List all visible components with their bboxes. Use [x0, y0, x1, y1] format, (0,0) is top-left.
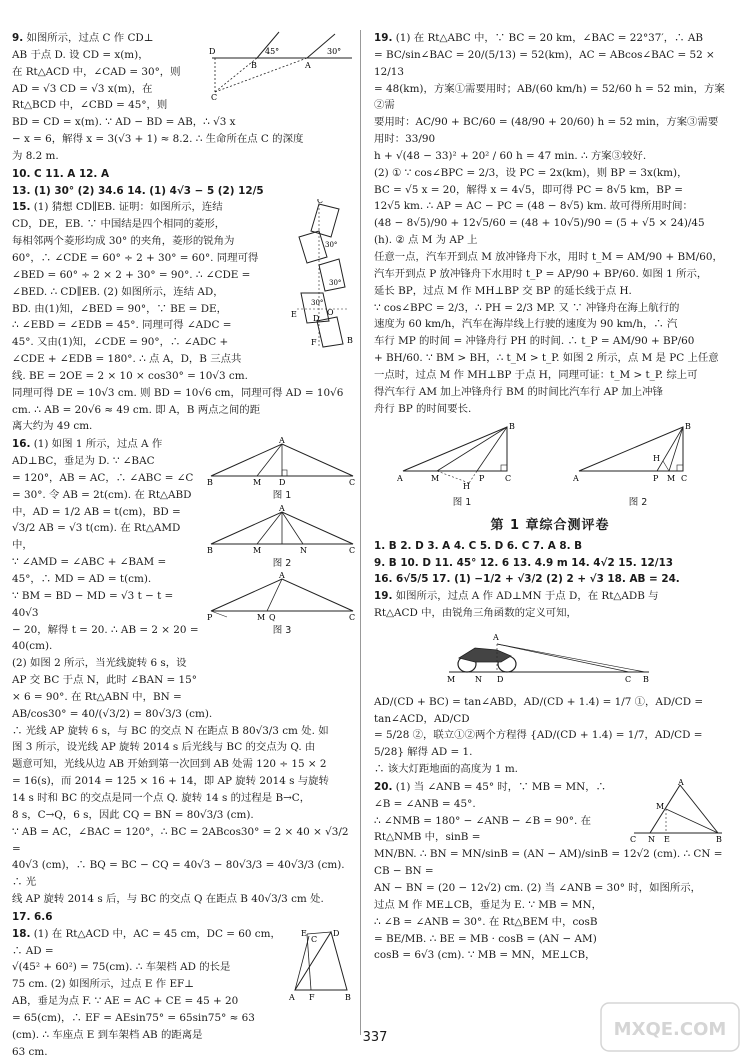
fig16-2-label-c: C — [349, 545, 356, 555]
problem-19-figure-1 — [397, 421, 527, 489]
problem-16-figures — [207, 436, 357, 638]
fig19-1-label-m: M — [431, 474, 440, 484]
problem-19 — [374, 30, 726, 511]
test-problem-20-line: cosB = 6√3 (cm). ∵ MB = MN，ME⊥CB， — [374, 949, 596, 962]
test-problem-19-figure — [445, 624, 655, 686]
fig9-label-b: B — [251, 61, 257, 70]
problem-16-caption-1: 图 1 — [272, 490, 292, 502]
problem-15-line: ∠CDE + ∠EDB = 180°. ∴ 点 A，D，B 三点共 — [12, 353, 242, 366]
problem-16-line: 40(cm). — [12, 640, 53, 653]
problem-16-number: 16. — [12, 438, 31, 451]
fig19-1-label-h: H — [463, 482, 470, 490]
problem-16-line: (1) 如图 1 所示，过点 A 作 AD⊥BC，垂足为 D. ∵ ∠BAC — [12, 438, 163, 468]
problem-15-line: 同理可得 DE = 10√3 cm. 则 BD = 10√6 cm，同理可得 AD = 10√6 — [12, 386, 344, 399]
test-problem-19-figure-wrap — [374, 624, 726, 692]
fig15-label-30c: 30° — [311, 299, 324, 308]
problem-19-line: 车行 MP 的时间 = 冲锋舟行 PH 的时间. ∴ t_P = AM/90 + BP/60 — [374, 335, 695, 348]
problem-16-line: 14 s 时和 BC 的交点是同一个点 Q. 旋转 14 s 的过程是 B→C， — [12, 791, 311, 804]
problem-15-line: cm. ∴ AB = 20√6 ≈ 49 cm. 即 A，B 两点之间的距 — [12, 403, 261, 416]
problem-16-line: AP 交 BC 于点 N，此时 ∠BAN = 15° — [12, 674, 197, 687]
problem-19-line: ∵ cos∠BPC = 2/3，∴ PH = 2/3 MP. 又 ∵ 冲锋舟在海上航行的 — [374, 301, 680, 314]
problem-18-number: 18. — [12, 927, 31, 940]
right-column — [374, 30, 726, 965]
problem-18-line: = 65(cm)，∴ EF = AEsin75° = 65sin75° ≈ 63 — [12, 1011, 255, 1024]
problem-15-line: CD，DE，EB. ∵ 中国结是四个相同的菱形， — [12, 218, 226, 231]
problem-19-figure-2-wrap — [573, 421, 703, 510]
fig16-1-label-d: D — [279, 478, 286, 488]
test-problem-20 — [374, 779, 726, 964]
problem-16-line: 中，AD = 1/2 AB = t(cm)，BD = — [12, 505, 181, 518]
problem-16-line: ∵ ∠AMD = ∠ABC + ∠BAM = — [12, 556, 167, 569]
problem-19-figures — [374, 421, 726, 510]
fig16-3-label-q: Q — [269, 613, 276, 622]
fig18-label-f: F — [309, 992, 315, 1002]
test-problem-20-line: AN − BN = (20 − 12√2) cm. (2) 当 ∠ANB = 30° 时，如图所示， — [374, 882, 702, 895]
problem-16-line: 8 s，C→Q，6 s，因此 CQ = BN = 80√3/3 (cm). — [12, 808, 254, 821]
fig18-label-c: C — [311, 934, 318, 944]
problem-16-line: 图 3 所示，设光线 AP 旋转 2014 s 后光线与 BC 的交点为 Q. 由 — [12, 741, 316, 754]
problem-16-line: √3/2 AB = √3 t(cm). 在 Rt△AMD 中， — [12, 522, 181, 552]
fig15-label-e: E — [291, 310, 297, 320]
problem-18-line: 75 cm. (2) 如图所示，过点 E 作 EF⊥ — [12, 978, 195, 991]
fig19-2-label-c: C — [681, 474, 688, 484]
fig-t19-label-m: M — [447, 674, 456, 684]
problem-15-figure — [289, 199, 357, 349]
problem-16-figure-3 — [207, 571, 357, 623]
problem-19-line: (2) ① ∵ cos∠BPC = 2/3，设 PC = 2x(km)，则 BP = 3x(km)， — [374, 166, 688, 179]
fig19-2-label-h: H — [653, 454, 660, 464]
watermark-text: MXQE.COM — [613, 1019, 727, 1040]
test-problem-19 — [374, 588, 726, 778]
fig16-3-label-p: P — [207, 613, 213, 622]
page-number: 337 — [362, 1030, 388, 1045]
problem-19-line: 得汽车行 AM 加上冲锋舟行 BM 的时间比汽车行 AP 加上冲锋 — [374, 385, 663, 398]
problem-19-line: BC = √5 x = 20，解得 x = 4√5，即可得 PC = 8√5 km，BP = — [374, 183, 683, 196]
problem-16-line: = 120°，AB = AC，∴ ∠ABC = ∠C — [12, 471, 194, 484]
problem-16-line: (2) 如图 2 所示，当光线旋转 6 s，设 — [12, 657, 187, 670]
problem-16-figure-2 — [207, 504, 357, 556]
test-problem-20-line: ∴ ∠NMB = 180° − ∠ANB − ∠B = 90°. 在 Rt△NMB 中，sinB = — [374, 814, 591, 844]
fig9-label-30: 30° — [327, 47, 342, 56]
section-title: 第 1 章综合测评卷 — [490, 517, 610, 533]
problem-9-line: − x = 6，解得 x = 3(√3 + 1) ≈ 8.2. ∴ 生命所在点 C 的深度 — [12, 133, 304, 146]
problem-16-line: 45°，∴ MD = AD = t(cm). — [12, 573, 152, 585]
fig16-1-label-c: C — [349, 478, 356, 488]
fig18-label-d: D — [333, 928, 340, 938]
problem-9-line: AD = √3 CD = √3 x(m)，在 — [12, 82, 153, 95]
fig16-1-label-a: A — [279, 436, 285, 446]
problem-15-line: 45°. 又由(1)知，∠CDE = 90°，∴ ∠ADC + — [12, 336, 229, 349]
problem-18-line: (1) 在 Rt△ACD 中，AC = 45 cm，DC = 60 cm，∴ AD = — [12, 927, 281, 957]
problem-16-caption-2: 图 2 — [272, 557, 292, 569]
problem-19-line: 一点时，过点 M 作 MH⊥BP 于点 H，同理可证：t_M > t_P. 综上可 — [374, 368, 698, 381]
fig15-label-o: O — [327, 308, 334, 318]
problem-19-line: 舟行 BP 的时间要长. — [374, 402, 472, 415]
problem-16-line: × 6 = 90°. 在 Rt△ABN 中，BN = — [12, 690, 182, 703]
fig18-label-e: E — [301, 928, 307, 938]
fig15-label-b: B — [347, 336, 353, 346]
fig16-3-label-a: A — [279, 571, 285, 580]
problem-16-line: 题意可知，光线从边 AB 开始到第一次回到 AB 处需 120 ÷ 15 × 2 — [12, 758, 327, 771]
test-problem-19-line: = 5/28 ②，联立①②两个方程得 {AD/(CD + 1.4) = 1/7，AD/CD = 5/28} 解得 AD = 1. — [374, 729, 703, 759]
problem-9-line: 如图所示，过点 C 作 CD⊥ — [26, 32, 154, 44]
problem-19-line: + BH/60. ∵ BM > BH，∴ t_M > t_P. 如图 2 所示，点 M 是 PC 上任意 — [374, 352, 719, 365]
problem-19-figure-1-wrap — [397, 421, 527, 510]
problem-19-number: 19. — [374, 32, 393, 44]
fig15-label-30a: 30° — [325, 241, 338, 250]
fig19-1-label-p: P — [479, 474, 485, 484]
test-problem-20-line: ∴ ∠B = ∠ANB = 30°. 在 Rt△BEM 中，cosB — [374, 915, 598, 928]
test-problem-19-line: AD/(CD + BC) = tan∠ABD，AD/(CD + 1.4) = 1/7 ①，AD/CD = tan∠ACD，AD/CD — [374, 695, 704, 725]
problem-19-line: (48 − 8√5)/90 + 12√5/60 = (48 + 10√5)/90 = (5 + √5 × 24)/45 (h). ② 点 M 为 AP 上 — [374, 217, 705, 247]
problem-16-line: AB/cos30° = 40/(√3/2) = 80√3/3 (cm). — [12, 707, 213, 720]
left-column — [12, 30, 357, 1061]
answers-9-15: 9. B 10. D 11. 45° 12. 6 13. 4.9 m 14. 4√2 15. 12/13 — [374, 556, 674, 569]
problem-15-line: ∠BED = 60° ÷ 2 × 2 + 30° = 90°. ∴ ∠CDE = — [12, 268, 251, 281]
fig19-2-label-b: B — [685, 422, 691, 432]
answers-1-8: 1. B 2. D 3. A 4. C 5. D 6. C 7. A 8. B — [374, 539, 583, 552]
fig-t20-label-m: M — [656, 801, 665, 811]
fig19-2-label-a: A — [573, 474, 579, 484]
problem-15 — [12, 199, 357, 435]
test-problem-20-figure — [630, 779, 726, 843]
fig-t20-label-b: B — [716, 834, 722, 843]
problem-19-figure-2 — [573, 421, 703, 489]
problem-16-line: 线 AP 旋转 2014 s 后，与 BC 的交点 Q 在距点 B 40√3/3 cm 处. — [12, 893, 324, 906]
fig-t20-label-a: A — [678, 778, 684, 787]
problem-16 — [12, 436, 357, 908]
problem-18-line: 63 cm. — [12, 1045, 48, 1058]
fig16-2-label-m: M — [253, 545, 262, 555]
answers-10-12: 10. C 11. A 12. A — [12, 167, 110, 180]
problem-19-line: h + √(48 − 33)² + 20² / 60 h = 47 min. ∴ 方案③较好. — [374, 149, 647, 162]
problem-15-line: 线. BE = 2OE = 2 × 10 × cos30° = 10√3 cm. — [12, 369, 248, 382]
problem-18-line: (cm). ∴ 车座点 E 到车架档 AB 的距离是 — [12, 1028, 203, 1041]
test-problem-19-line: ∴ 该大灯距地面的高度为 1 m. — [374, 763, 518, 776]
fig19-2-label-p: P — [653, 474, 659, 484]
fig16-1-label-m: M — [253, 478, 262, 488]
fig15-label-30b: 30° — [329, 279, 342, 288]
column-divider — [360, 30, 361, 1035]
test-problem-19-number: 19. — [374, 590, 393, 603]
problem-16-line: ∴ 光线 AP 旋转 6 s，与 BC 的交点 N 在距点 B 80√3/3 cm 处. 如 — [12, 724, 329, 737]
fig16-3-label-m: M — [257, 613, 266, 622]
fig-t19-label-a: A — [493, 632, 499, 642]
problem-15-line: BD. 由(1)知，∠BED = 90°，∵ BE = DE， — [12, 302, 228, 315]
fig19-1-label-b: B — [509, 422, 515, 432]
problem-9-figure — [207, 30, 357, 100]
problem-15-line: (1) 猜想 CD∥EB. 证明：如图所示，连结 — [33, 201, 223, 214]
fig16-2-label-n: N — [300, 545, 307, 555]
fig9-label-a: A — [305, 61, 311, 70]
problem-19-line: = 48(km)，方案①需要用时；AB/(60 km/h) = 52/60 h = 52 min，方案②需 — [374, 82, 725, 112]
fig16-1-label-b: B — [207, 478, 213, 488]
problem-16-line: = 16(s)，而 2014 = 125 × 16 + 14，即 AP 旋转 2014 s 与旋转 — [12, 775, 329, 788]
test-problem-19-line: 如图所示，过点 A 作 AD⊥MN 于点 D，在 Rt△ADB 与 — [395, 590, 659, 603]
problem-15-line: ∠BED. ∴ CD∥EB. (2) 如图所示，连结 AD， — [12, 285, 224, 298]
test-problem-20-line: (1) 当 ∠ANB = 45° 时，∵ MB = MN，∴ ∠B = ∠ANB = 45°. — [374, 780, 606, 810]
problem-15-number: 15. — [12, 201, 31, 214]
fig16-2-label-b: B — [207, 545, 213, 555]
test-problem-19-line: Rt△ACD 中，由锐角三角函数的定义可知， — [374, 607, 577, 620]
fig15-label-d: D — [313, 314, 320, 324]
problem-19-line: = BC/sin∠BAC = 20/(5/13) = 52(km)，AC = ABcos∠BAC = 52 × 12/13 — [374, 48, 715, 78]
fig9-label-c: C — [211, 93, 218, 100]
fig9-label-d: D — [209, 47, 216, 56]
watermark-logo — [600, 1002, 740, 1052]
fig15-label-f: F — [311, 338, 317, 348]
problem-19-line: 要用时：AC/90 + BC/60 = (48/90 + 20/60) h = 52 min，方案③需要用时：33/90 — [374, 116, 719, 146]
fig16-3-label-c: C — [349, 613, 356, 622]
problem-19-line: (1) 在 Rt△ABC 中，∵ BC = 20 km，∠BAC = 22°37′，∴ AB — [395, 32, 703, 44]
test-problem-20-line: MN/BN. ∴ BN = MN/sinB = (AN − AM)/sinB = 12√2 (cm). ∴ CN = CB − BN = — [374, 848, 723, 878]
problem-19-caption-1: 图 1 — [452, 497, 472, 509]
problem-19-line: 延长 BP，过点 M 作 MH⊥BP 交 BP 的延长线于点 H. — [374, 284, 632, 297]
problem-9-line: BD = CD = x(m). ∵ AD − BD = AB，∴ √3 x — [12, 116, 236, 129]
fig-t19-label-c: C — [625, 674, 632, 684]
problem-15-line: 60°，∴ ∠CDE = 60° ÷ 2 + 30° = 60°. 同理可得 — [12, 251, 259, 264]
problem-19-line: 速度为 60 km/h，汽车在海岸线上行驶的速度为 90 km/h，∴ 汽 — [374, 318, 678, 331]
problem-19-line: 12√5 km. ∴ AP = AC − PC = (48 − 8√5) km. 故可得所用时间： — [374, 200, 693, 213]
fig-t19-label-n: N — [475, 674, 482, 684]
problem-16-line: = 30°. 令 AB = 2t(cm). 在 Rt△ABD — [12, 488, 192, 501]
problem-18-line: √(45² + 60²) = 75(cm). ∴ 车架档 AD 的长是 — [12, 961, 231, 974]
problem-19-caption-2: 图 2 — [628, 497, 648, 509]
fig19-2-label-m: M — [667, 474, 676, 484]
problem-9 — [12, 30, 357, 165]
problem-16-line: ∵ BM = BD − MD = √3 t − t = 40√3 — [12, 589, 174, 619]
fig-t19-label-d: D — [497, 674, 504, 684]
fig19-1-label-c: C — [505, 474, 512, 484]
fig9-label-45: 45° — [265, 47, 280, 56]
problem-9-line: 为 8.2 m. — [12, 149, 59, 162]
fig-t20-label-c: C — [630, 834, 637, 843]
problem-15-line: ∴ ∠EBD = ∠EDB = 45°. 同理可得 ∠ADC = — [12, 319, 232, 332]
test-problem-20-line: = BE/MB. ∴ BE = MB · cosB = (AN − AM) — [374, 932, 597, 945]
problem-16-line: ∵ AB = AC，∠BAC = 120°，∴ BC = 2ABcos30° = 2 × 40 × √3/2 = — [12, 825, 349, 855]
problem-9-line: 在 Rt△ACD 中，∠CAD = 30°，则 — [12, 65, 181, 78]
problem-16-line: − 20，解得 t = 20. ∴ AB = 2 × 20 = — [12, 623, 199, 636]
test-problem-20-number: 20. — [374, 780, 393, 793]
problem-15-line: 每相邻两个菱形均成 30° 的夹角，菱形的锐角为 — [12, 235, 235, 248]
test-problem-20-line: 过点 M 作 ME⊥CB，垂足为 E. ∵ MB = MN， — [374, 898, 602, 911]
problem-19-line: 任意一点，汽车开到点 M 放冲锋舟下水，用时 t_M = AM/90 + BM/60， — [374, 250, 723, 263]
problem-9-number: 9. — [12, 32, 24, 44]
fig-t20-label-e: E — [664, 834, 670, 843]
problem-16-caption-3: 图 3 — [272, 625, 292, 636]
problem-16-figure-1 — [207, 436, 357, 488]
problem-9-line: AB 于点 D. 设 CD = x(m)， — [12, 48, 149, 61]
fig15-label-c: C — [317, 199, 324, 206]
fig16-2-label-a: A — [279, 503, 285, 513]
problem-19-line: 汽车开到点 P 放冲锋舟下水用时 t_P = AP/90 + BP/60. 如图 1 所示， — [374, 267, 708, 280]
fig-t20-label-n: N — [648, 834, 655, 843]
problem-16-line: 40√3 (cm)，∴ BQ = BC − CQ = 40√3 − 80√3/3 = 40√3/3 (cm). ∴ 光 — [12, 859, 345, 889]
problem-15-line: 离大约为 49 cm. — [12, 420, 93, 433]
fig19-1-label-a: A — [397, 474, 403, 484]
answer-17: 17. 6.6 — [12, 910, 53, 923]
problem-9-line: Rt△BCD 中，∠CBD = 45°，则 — [12, 99, 168, 112]
answers-16-18: 16. 6√5/5 17. (1) −1/2 + √3/2 (2) 2 + √3 18. AB = 24. — [374, 573, 680, 586]
problem-18-figure — [287, 926, 357, 1004]
problem-18-line: AB，垂足为点 F. ∵ AE = AC + CE = 45 + 20 — [12, 995, 239, 1008]
fig18-label-a: A — [289, 992, 295, 1002]
fig18-label-b: B — [345, 992, 351, 1002]
answers-13-14: 13. (1) 30° (2) 34.6 14. (1) 4√3 − 5 (2) 12/5 — [12, 184, 264, 197]
fig-t19-label-b: B — [643, 674, 649, 684]
